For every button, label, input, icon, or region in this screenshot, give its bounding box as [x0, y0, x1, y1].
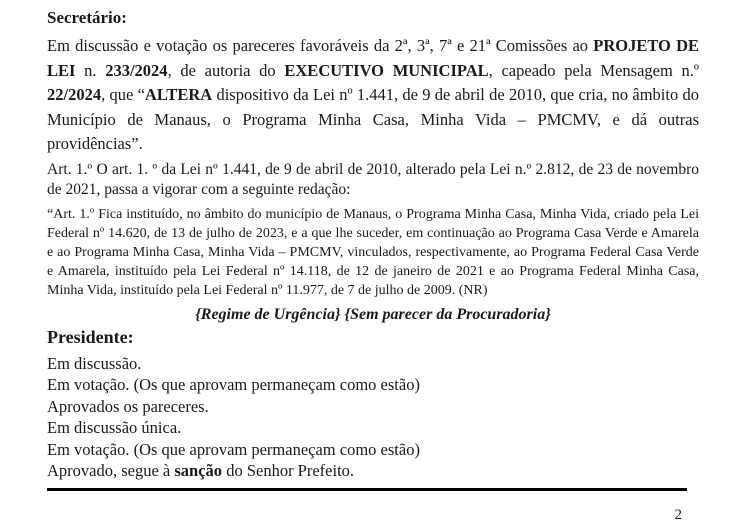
project-title: PROJETO DE LEI: [47, 36, 700, 80]
project-discussion-paragraph: [47, 34, 699, 157]
footer-divider: [47, 488, 687, 491]
sanction-keyword: sanção: [174, 461, 223, 480]
session-line: Em discussão.: [47, 353, 142, 373]
session-line: Aprovados os pareceres.: [47, 396, 209, 416]
message-number: 22/2024: [47, 85, 102, 104]
law-number: 233/2024: [105, 60, 168, 80]
paragraph-segment: , de autoria do: [167, 60, 285, 80]
session-line: Em discussão única.: [47, 418, 182, 437]
article-paragraph: Art. 1.º O art. 1. º da Lei nº 1.441, de 9 de abril de 2010, alterado pela Lei n.º 2.812, de 23 de novembro de 2021, passa a vigorar com a seguinte redação:: [47, 160, 699, 198]
quoted-article-paragraph: “Art. 1.º Fica instituído, no âmbito do município de Manaus, o Programa Minha Casa, Minha Vida, criado pela Lei Federal nº 14.620, de 13 de julho de 2023, e a que lhe suceder, em continuação ao Programa Casa Verde e Amarela e ao Programa Minha Casa, Minha Vida – PMCMV, vinculados, respectivamente, ao Programa Federal Casa Verde e Amarela, instituído pela Lei Federal nº 14.118, de 12 de janeiro de 2021 e ao Programa Federal Minha Casa, Minha Vida, instituído pela Lei Federal nº 11.977, de 7 de julho de 2009. (NR): [47, 206, 699, 298]
line-segment: do Senhor Prefeito.: [222, 461, 355, 480]
secretary-heading: Secretário:: [47, 8, 127, 27]
paragraph-segment: , que “: [101, 85, 145, 104]
urgency-note: {Regime de Urgência} {Sem parecer da Procuradoria}: [195, 305, 551, 323]
line-segment: Aprovado, segue à: [47, 461, 175, 480]
session-line-approved: [47, 460, 699, 482]
president-heading: Presidente:: [47, 326, 134, 347]
session-lines: [47, 353, 699, 482]
session-line: Em votação. (Os que aprovam permaneçam como estão): [47, 439, 420, 459]
session-line: Em votação. (Os que aprovam permaneçam como estão): [47, 375, 420, 394]
paragraph-segment: n.: [75, 60, 106, 80]
page-number: 2: [674, 506, 682, 520]
paragraph-segment: , capeado pela Mensagem n.º: [488, 60, 699, 80]
altera-keyword: ALTERA: [144, 85, 213, 104]
author-name: EXECUTIVO MUNICIPAL: [284, 60, 489, 80]
paragraph-segment: Em discussão e votação os pareceres favoráveis da 2ª, 3ª, 7ª e 21ª Comissões ao: [47, 36, 594, 55]
paragraph-segment: dispositivo da Lei nº 1.441, de 9 de abril de 2010, que cria, no âmbito do Município de Manaus, o Programa Minha Casa, Minha Vida – PMCMV, e dá outras providências”.: [47, 85, 699, 153]
